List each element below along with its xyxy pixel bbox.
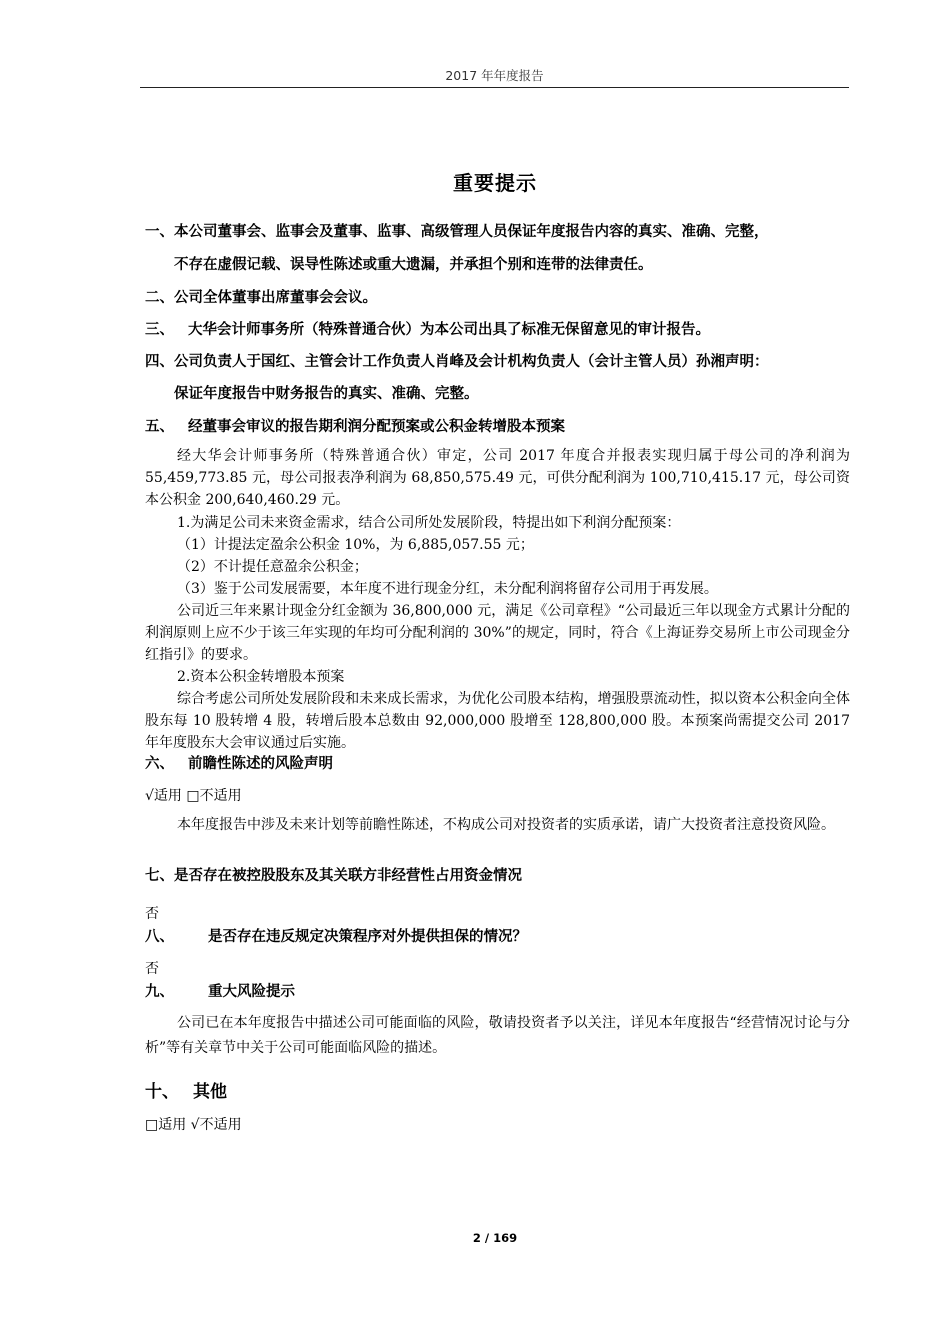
profit-plan-line-4: （3）鉴于公司发展需要，本年度不进行现金分红，未分配利润将留存公司用于再发展。 — [177, 581, 718, 597]
page-header: 2017 年年度报告 — [445, 68, 544, 83]
section-9-text: 重大风险提示 — [208, 984, 295, 1000]
section-3-text: 大华会计师事务所（特殊普通合伙）为本公司出具了标准无保留意见的审计报告。 — [188, 322, 710, 338]
page-title: 重要提示 — [453, 171, 537, 195]
section-10-text: 其他 — [193, 1082, 227, 1102]
section-2 — [145, 286, 377, 307]
section-10-number: 十、 — [145, 1082, 179, 1102]
section-4-continuation: 保证年度报告中财务报告的真实、准确、完整。 — [174, 386, 479, 402]
risk-applicability: √适用 □不适用 — [145, 788, 242, 804]
major-risk-statement: 公司已在本年度报告中描述公司可能面临的风险，敬请投资者予以关注，详见本年度报告“经营情况讨论与分析”等有关章节中关于公司可能面临风险的描述。 — [145, 1015, 850, 1056]
section-7 — [145, 864, 522, 885]
section-2-number: 二、 — [145, 290, 174, 306]
section-6-text: 前瞻性陈述的风险声明 — [188, 756, 333, 772]
section-9-number: 九、 — [145, 984, 174, 1000]
section-4-text: 公司负责人于国红、主管会计工作负责人肖峰及会计机构负责人（会计主管人员）孙湘声明： — [174, 354, 769, 370]
section-1-number: 一、 — [145, 224, 174, 240]
profit-plan-line-5: 2.资本公积金转增股本预案 — [177, 669, 345, 685]
profit-paragraph-3: 综合考虑公司所处发展阶段和未来成长需求，为优化公司股本结构，增强股票流动性，拟以资本公积金向全体股东每 10 股转增 4 股，转增后股本总数由 92,000,000 股增至 128,800,000 股。本预案尚需提交公司 2017 年年度股东大会审议通过后实施。 — [145, 691, 850, 751]
section-1-text: 本公司董事会、监事会及董事、监事、高级管理人员保证年度报告内容的真实、准确、完整， — [174, 224, 769, 240]
other-applicability: □适用 √不适用 — [145, 1117, 242, 1133]
profit-plan-line-3: （2）不计提任意盈余公积金； — [177, 559, 368, 575]
section-5-number: 五、 — [145, 419, 174, 435]
section-3 — [145, 318, 710, 339]
profit-plan-line-2: （1）计提法定盈余公积金 10%，为 6,885,057.55 元； — [177, 537, 534, 553]
section-4-number: 四、 — [145, 354, 174, 370]
section-7-text: 是否存在被控股股东及其关联方非经营性占用资金情况 — [174, 868, 522, 884]
section-9 — [145, 980, 295, 1001]
section-6 — [145, 752, 333, 773]
section-1 — [145, 220, 769, 241]
section-6-number: 六、 — [145, 756, 174, 772]
risk-statement: 本年度报告中涉及未来计划等前瞻性陈述，不构成公司对投资者的实质承诺，请广大投资者注意投资风险。 — [177, 817, 835, 833]
section-1-continuation: 不存在虚假记载、误导性陈述或重大遗漏，并承担个别和连带的法律责任。 — [174, 257, 653, 273]
section-5 — [145, 415, 565, 436]
section-10 — [145, 1077, 227, 1102]
page-number: 2 / 169 — [472, 1231, 518, 1245]
profit-paragraph-1: 经大华会计师事务所（特殊普通合伙）审定，公司 2017 年度合并报表实现归属于母公司的净利润为 55,459,773.85 元，母公司报表净利润为 68,850,575.49 元，可供分配利润为 100,710,415.17 元，母公司资本公积金 200,640,460.29 元。 — [145, 448, 850, 508]
section-2-text: 公司全体董事出席董事会会议。 — [174, 290, 377, 306]
header-divider — [140, 87, 849, 88]
section-3-number: 三、 — [145, 322, 174, 338]
section-8 — [145, 925, 527, 946]
section-8-answer: 否 — [145, 961, 159, 977]
section-8-text: 是否存在违反规定决策程序对外提供担保的情况？ — [208, 929, 527, 945]
profit-plan-line-1: 1.为满足公司未来资金需求，结合公司所处发展阶段，特提出如下利润分配预案： — [177, 515, 681, 531]
section-5-text: 经董事会审议的报告期利润分配预案或公积金转增股本预案 — [188, 419, 565, 435]
section-7-number: 七、 — [145, 868, 174, 884]
profit-paragraph-2: 公司近三年来累计现金分红金额为 36,800,000 元，满足《公司章程》“公司最近三年以现金方式累计分配的利润原则上应不少于该三年实现的年均可分配利润的 30%”的规定，同时，符合《上海证券交易所上市公司现金分红指引》的要求。 — [145, 603, 850, 663]
section-4 — [145, 350, 769, 371]
section-7-answer: 否 — [145, 906, 159, 922]
section-8-number: 八、 — [145, 929, 174, 945]
